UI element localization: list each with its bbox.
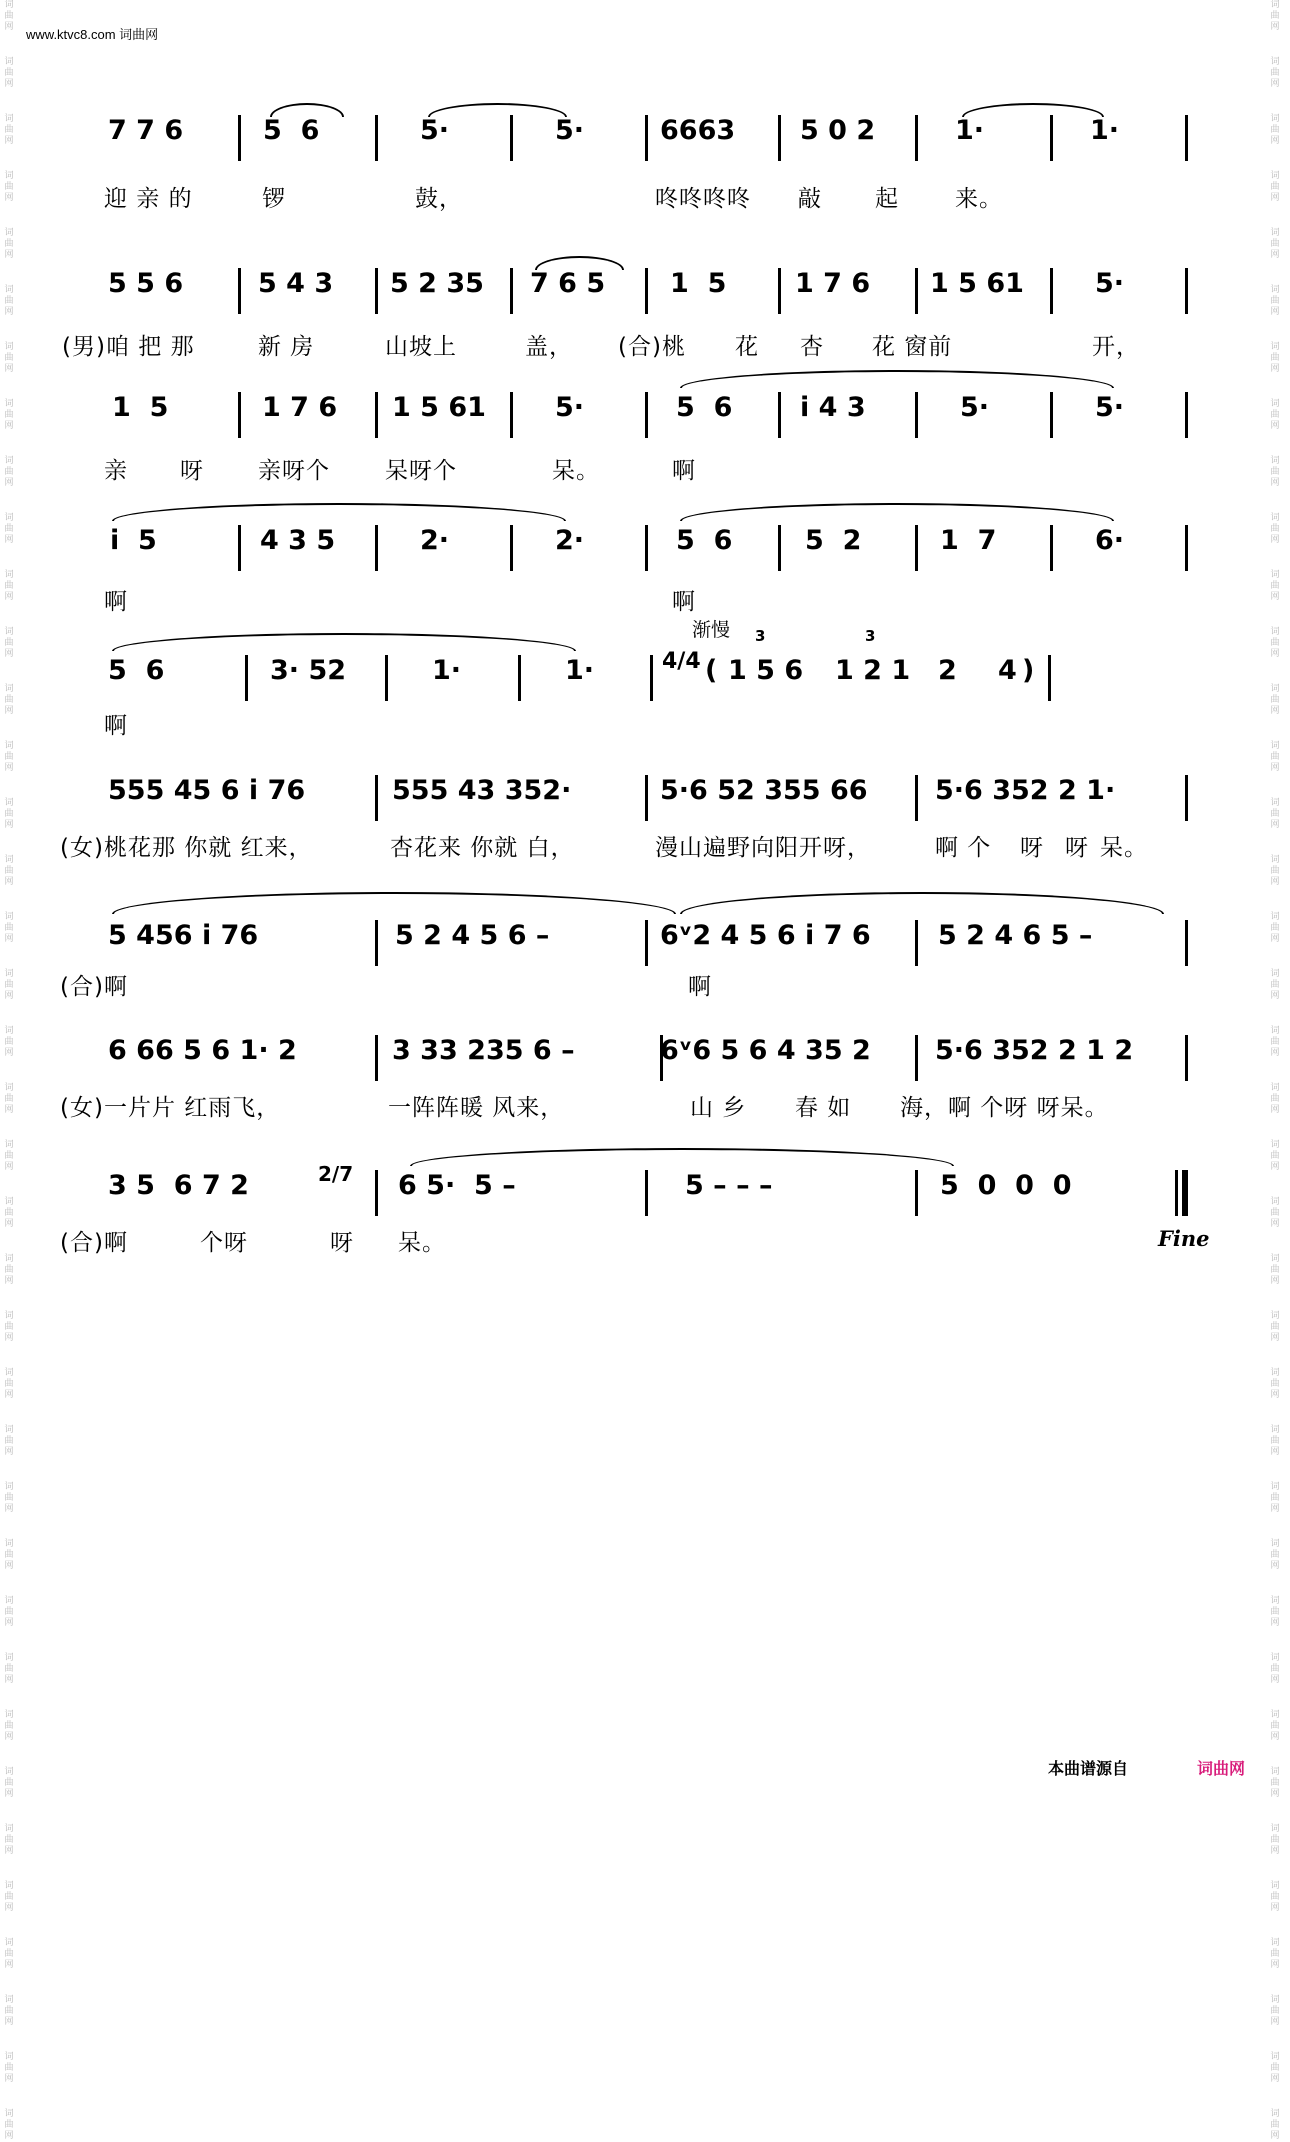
barline xyxy=(645,392,648,438)
notes-group: 5 5 6 xyxy=(108,268,184,299)
slur xyxy=(535,256,624,270)
lyric: 个呀 xyxy=(200,1230,248,1256)
watermark-mark: 词曲网 xyxy=(1270,969,1280,1001)
lyric: 呀 xyxy=(1020,835,1044,861)
watermark-mark: 词曲网 xyxy=(4,1254,14,1286)
notes-group: 5 0 2 xyxy=(800,115,876,146)
notes-group: 5 2 4 5 6 – xyxy=(395,920,550,951)
notes-group: 5 6 xyxy=(676,392,733,423)
watermark-mark: 词曲网 xyxy=(4,1368,14,1400)
lyric: 花 xyxy=(735,334,759,360)
lyric: 咚咚咚咚 xyxy=(655,186,751,212)
watermark-mark: 词曲网 xyxy=(1270,1995,1280,2027)
watermark-mark: 词曲网 xyxy=(4,1767,14,1799)
barline xyxy=(375,525,378,571)
slur xyxy=(112,503,566,521)
watermark-mark: 词曲网 xyxy=(4,912,14,944)
watermark-mark: 词曲网 xyxy=(1270,1881,1280,1913)
watermark-mark: 词曲网 xyxy=(4,969,14,1001)
lyric: 鼓， xyxy=(415,186,463,212)
lyric: 海，啊 个呀 呀呆。 xyxy=(900,1095,1109,1121)
barline xyxy=(1050,392,1053,438)
watermark-mark: 词曲网 xyxy=(4,855,14,887)
barline xyxy=(915,1170,918,1216)
watermark-mark: 词曲网 xyxy=(1270,399,1280,431)
watermark-mark: 词曲网 xyxy=(4,513,14,545)
notes-group: 555 45 6 i 76 xyxy=(108,775,306,806)
fine-marking: Fine xyxy=(1158,1226,1210,1251)
watermark-mark: 词曲网 xyxy=(4,1140,14,1172)
lyric: 呆。 xyxy=(552,458,600,484)
notes-group: 5·6 52 355 66 xyxy=(660,775,868,806)
notes-group: 4 xyxy=(998,655,1017,686)
notes-group: 3· 52 xyxy=(270,655,347,686)
barline xyxy=(915,1035,918,1081)
lyric: 迎 亲 的 xyxy=(104,186,193,212)
watermark-mark: 词曲网 xyxy=(1270,570,1280,602)
notes-group: 5· xyxy=(960,392,990,423)
watermark-mark: 词曲网 xyxy=(1270,912,1280,944)
barline xyxy=(1185,1035,1188,1081)
barline xyxy=(1185,525,1188,571)
watermark-mark: 词曲网 xyxy=(1270,1197,1280,1229)
barline xyxy=(1050,525,1053,571)
barline xyxy=(238,392,241,438)
barline xyxy=(915,268,918,314)
barline xyxy=(1050,115,1053,161)
notes-group: 5 6 xyxy=(676,525,733,556)
watermark-mark: 词曲网 xyxy=(4,627,14,659)
watermark-mark: 词曲网 xyxy=(4,1653,14,1685)
watermark-mark: 词曲网 xyxy=(1270,1482,1280,1514)
watermark-mark: 词曲网 xyxy=(1270,855,1280,887)
watermark-mark: 词曲网 xyxy=(1270,1083,1280,1115)
notes-group: 3 33 235 6 – xyxy=(392,1035,575,1066)
barline xyxy=(385,655,388,701)
watermark-mark: 词曲网 xyxy=(4,1938,14,1970)
lyric: 漫山遍野向阳开呀， xyxy=(655,835,871,861)
watermark-mark: 词曲网 xyxy=(4,0,14,32)
watermark-mark: 词曲网 xyxy=(1270,1938,1280,1970)
lyric: 杏 xyxy=(800,334,824,360)
slur xyxy=(680,370,1114,388)
watermark-mark: 词曲网 xyxy=(1270,798,1280,830)
tempo-marking: 渐慢 xyxy=(692,620,731,641)
watermark-mark: 词曲网 xyxy=(1270,627,1280,659)
watermark-mark: 词曲网 xyxy=(1270,1653,1280,1685)
notes-group: 6 66 5 6 1· 2 xyxy=(108,1035,297,1066)
barline xyxy=(375,268,378,314)
notes-group: 1 5 61 xyxy=(392,392,486,423)
tie xyxy=(428,103,567,117)
lyric: 盖， xyxy=(525,334,573,360)
barline xyxy=(645,1170,648,1216)
barline xyxy=(1185,920,1188,966)
watermark-mark: 词曲网 xyxy=(1270,2052,1280,2084)
watermark-mark: 词曲网 xyxy=(4,1425,14,1457)
barline xyxy=(518,655,521,701)
watermark-mark: 词曲网 xyxy=(1270,1539,1280,1571)
time-signature: 4/4 xyxy=(662,649,701,674)
watermark-mark: 词曲网 xyxy=(4,456,14,488)
notes-group: 5·6 352 2 1 2 xyxy=(935,1035,1134,1066)
notes-group: 5 456 i 76 xyxy=(108,920,259,951)
lyric: 锣 xyxy=(262,186,286,212)
watermark-mark: 词曲网 xyxy=(1270,57,1280,89)
notes-group: 1 5 61 xyxy=(930,268,1024,299)
lyric: 啊 xyxy=(672,458,696,484)
barline xyxy=(1048,655,1051,701)
lyric: 啊 xyxy=(104,589,128,615)
watermark-mark: 词曲网 xyxy=(1270,228,1280,260)
notes-group: 4 3 5 xyxy=(260,525,336,556)
watermark-mark: 词曲网 xyxy=(4,171,14,203)
barline xyxy=(375,775,378,821)
watermark-mark: 词曲网 xyxy=(1270,456,1280,488)
watermark-mark: 词曲网 xyxy=(1270,1311,1280,1343)
lyric: (女)桃花那 你就 红来， xyxy=(60,835,313,861)
notes-group: 2· xyxy=(555,525,585,556)
watermark-mark: 词曲网 xyxy=(4,228,14,260)
lyric: 一阵阵暖 风来， xyxy=(388,1095,565,1121)
watermark-mark: 词曲网 xyxy=(1270,1824,1280,1856)
barline xyxy=(915,525,918,571)
watermark-mark: 词曲网 xyxy=(4,114,14,146)
slur xyxy=(270,103,344,117)
barline xyxy=(915,392,918,438)
barline xyxy=(375,1170,378,1216)
notes-group: 5 4 3 xyxy=(258,268,334,299)
barline xyxy=(245,655,248,701)
notes-group: 1· xyxy=(565,655,595,686)
notes-group: 5· xyxy=(1095,268,1125,299)
barline xyxy=(375,920,378,966)
tie xyxy=(962,103,1104,117)
watermark-mark: 词曲网 xyxy=(1270,2109,1280,2141)
lyric: 呀 xyxy=(180,458,204,484)
barline xyxy=(915,920,918,966)
barline xyxy=(375,115,378,161)
watermark-mark: 词曲网 xyxy=(1270,114,1280,146)
watermark-mark: 词曲网 xyxy=(1270,285,1280,317)
watermark-mark: 词曲网 xyxy=(4,1197,14,1229)
slur xyxy=(410,1148,954,1166)
barline xyxy=(510,115,513,161)
watermark-mark: 词曲网 xyxy=(1270,1140,1280,1172)
barline xyxy=(375,392,378,438)
barline xyxy=(238,268,241,314)
notes-group: 1 7 6 xyxy=(795,268,871,299)
barline xyxy=(238,115,241,161)
barline xyxy=(510,392,513,438)
watermark-mark: 词曲网 xyxy=(1270,513,1280,545)
watermark-mark: 词曲网 xyxy=(4,1881,14,1913)
footer-site-name: 词曲网 xyxy=(1197,1761,1246,1778)
watermark-mark: 词曲网 xyxy=(1270,342,1280,374)
watermark-mark: 词曲网 xyxy=(1270,1026,1280,1058)
notes-group: 1 7 xyxy=(940,525,997,556)
barline xyxy=(375,1035,378,1081)
barline xyxy=(778,525,781,571)
watermark-mark: 词曲网 xyxy=(4,1995,14,2027)
lyric: 呆。 xyxy=(398,1230,446,1256)
barline xyxy=(915,115,918,161)
grace-notes: 2/7 xyxy=(318,1162,354,1186)
lyric: (合)啊 xyxy=(60,1230,128,1256)
notes-group: 3 5 6 7 2 xyxy=(108,1170,249,1201)
notes-group: i 5 xyxy=(110,525,157,556)
lyric: 敲 xyxy=(798,186,822,212)
lyric: 呆呀个 xyxy=(385,458,457,484)
lyric: 啊 xyxy=(104,713,128,739)
lyric: 呀 xyxy=(330,1230,354,1256)
notes-group: 6· xyxy=(1095,525,1125,556)
notes-group: 5· xyxy=(555,392,585,423)
watermark-mark: 词曲网 xyxy=(4,798,14,830)
lyric: 呀 xyxy=(1065,835,1089,861)
barline xyxy=(778,115,781,161)
lyric: 新 房 xyxy=(258,334,315,360)
barline xyxy=(1185,775,1188,821)
notes-group: 5 – – – xyxy=(685,1170,773,1201)
watermark-mark: 词曲网 xyxy=(4,285,14,317)
watermark-mark: 词曲网 xyxy=(1270,1425,1280,1457)
notes-group: 5 2 35 xyxy=(390,268,484,299)
watermark-mark: 词曲网 xyxy=(1270,1368,1280,1400)
notes-group: i 4 3 xyxy=(800,392,866,423)
watermark-mark: 词曲网 xyxy=(4,1596,14,1628)
watermark-mark: 词曲网 xyxy=(1270,1767,1280,1799)
notes-group: 5·6 352 2 1· xyxy=(935,775,1116,806)
watermark-mark: 词曲网 xyxy=(4,1539,14,1571)
lyric: 山 乡 xyxy=(690,1095,747,1121)
barline xyxy=(238,525,241,571)
barline xyxy=(645,115,648,161)
watermark-mark: 词曲网 xyxy=(1270,0,1280,32)
watermark-mark: 词曲网 xyxy=(4,570,14,602)
watermark-mark: 词曲网 xyxy=(4,1311,14,1343)
notes-group: 7 7 6 xyxy=(108,115,184,146)
watermark-mark: 词曲网 xyxy=(4,2109,14,2141)
lyric: 啊 xyxy=(688,974,712,1000)
lyric: (合)啊 xyxy=(60,974,128,1000)
lyric: 呆。 xyxy=(1100,835,1148,861)
final-barline-thin xyxy=(1175,1170,1178,1216)
notes-group: 2 xyxy=(938,655,957,686)
barline xyxy=(645,525,648,571)
notes-group: 7 6 5 xyxy=(530,268,606,299)
watermark-mark: 词曲网 xyxy=(4,1710,14,1742)
barline xyxy=(645,920,648,966)
notes-group: 1· xyxy=(955,115,985,146)
notes-group: 5 6 xyxy=(263,115,320,146)
notes-group: 1· xyxy=(1090,115,1120,146)
triplet-mark: 3 xyxy=(865,627,876,645)
notes-group: 5· xyxy=(420,115,450,146)
slur xyxy=(680,503,1114,521)
watermark-mark: 词曲网 xyxy=(1270,171,1280,203)
paren-close: ) xyxy=(1022,655,1035,686)
barline xyxy=(778,268,781,314)
barline xyxy=(650,655,653,701)
watermark-mark: 词曲网 xyxy=(1270,1596,1280,1628)
notes-group: 1 5 xyxy=(112,392,169,423)
lyric: 亲 xyxy=(104,458,128,484)
lyric: 啊 个 xyxy=(935,835,992,861)
notes-group: 6 5· 5 – xyxy=(398,1170,516,1201)
watermark-mark: 词曲网 xyxy=(1270,684,1280,716)
watermark-mark: 词曲网 xyxy=(4,1083,14,1115)
notes-group: 1 5 xyxy=(670,268,727,299)
lyric: 起 xyxy=(875,186,899,212)
lyric: 春 如 xyxy=(795,1095,852,1121)
slur xyxy=(680,892,1164,914)
lyric: (男)咱 把 那 xyxy=(62,334,195,360)
source-label: 本曲谱源自 xyxy=(1048,1761,1129,1778)
notes-group: 6ᵛ6 5 6 4 35 2 xyxy=(660,1035,871,1066)
watermark-mark: 词曲网 xyxy=(1270,1710,1280,1742)
watermark-mark: 词曲网 xyxy=(4,741,14,773)
lyric: 杏花来 你就 白， xyxy=(390,835,575,861)
lyric: 亲呀个 xyxy=(258,458,330,484)
lyric: 山坡上 xyxy=(385,334,457,360)
triplet-mark: 3 xyxy=(755,627,766,645)
barline xyxy=(1185,268,1188,314)
watermark-mark: 词曲网 xyxy=(1270,741,1280,773)
watermark-mark: 词曲网 xyxy=(4,1026,14,1058)
lyric: 来。 xyxy=(955,186,1003,212)
final-barline-thick xyxy=(1182,1170,1188,1216)
notes-group: 5 2 xyxy=(805,525,862,556)
watermark-mark: 词曲网 xyxy=(4,684,14,716)
notes-group: 2· xyxy=(420,525,450,556)
watermark-mark: 词曲网 xyxy=(1270,1254,1280,1286)
lyric: (合)桃 xyxy=(618,334,686,360)
barline xyxy=(645,775,648,821)
notes-group: 5 6 xyxy=(108,655,165,686)
watermark-mark: 词曲网 xyxy=(4,399,14,431)
barline xyxy=(510,525,513,571)
notes-group: 1 7 6 xyxy=(262,392,338,423)
notes-group: 5 2 4 6 5 – xyxy=(938,920,1093,951)
notes-group: 1· xyxy=(432,655,462,686)
notes-group: 1 2 1 xyxy=(835,655,911,686)
paren-open: ( xyxy=(705,655,718,686)
barline xyxy=(1185,392,1188,438)
watermark-mark: 词曲网 xyxy=(4,1482,14,1514)
barline xyxy=(915,775,918,821)
watermark-mark: 词曲网 xyxy=(4,1824,14,1856)
lyric: 花 窗前 xyxy=(872,334,953,360)
barline xyxy=(1185,115,1188,161)
slur xyxy=(112,633,576,651)
notes-group: 5 0 0 0 xyxy=(940,1170,1072,1201)
barline xyxy=(778,392,781,438)
notes-group: 6ᵛ2 4 5 6 i 7 6 xyxy=(660,920,871,951)
lyric: 啊 xyxy=(672,589,696,615)
barline xyxy=(1050,268,1053,314)
notes-group: 555 43 352· xyxy=(392,775,572,806)
watermark-mark: 词曲网 xyxy=(4,342,14,374)
watermark-mark: 词曲网 xyxy=(4,2052,14,2084)
watermark-mark: 词曲网 xyxy=(4,57,14,89)
barline xyxy=(510,268,513,314)
notes-group: 5· xyxy=(555,115,585,146)
lyric: 开， xyxy=(1092,334,1140,360)
notes-group: 5· xyxy=(1095,392,1125,423)
barline xyxy=(645,268,648,314)
lyric: (女)一片片 红雨飞， xyxy=(60,1095,281,1121)
notes-group: 6663 xyxy=(660,115,736,146)
site-url: www.ktvc8.com 词曲网 xyxy=(26,27,159,42)
notes-group: 1 5 6 xyxy=(728,655,804,686)
slur xyxy=(112,892,676,914)
